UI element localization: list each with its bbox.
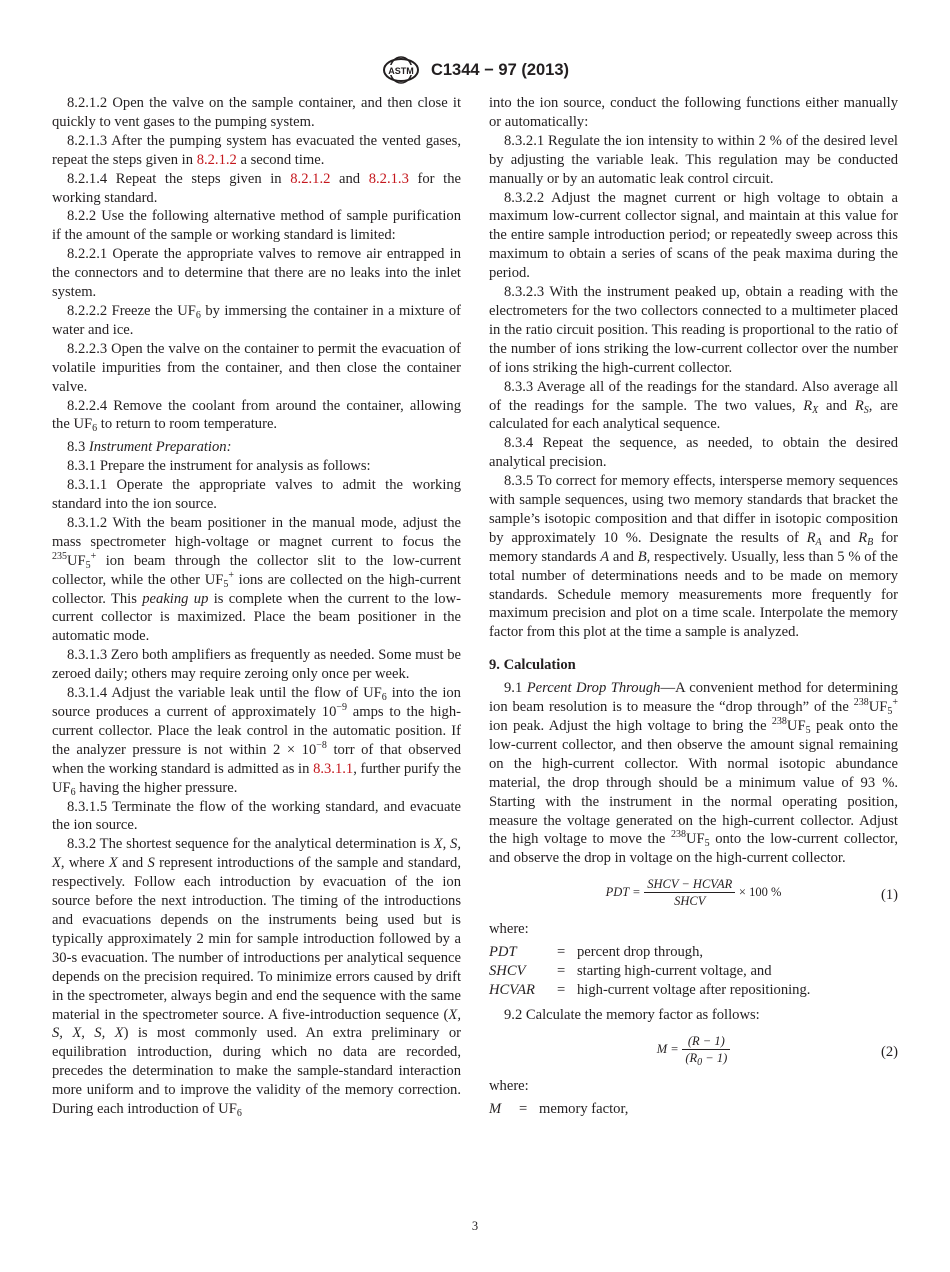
para-8-3-1-4: 8.3.1.4 Adjust the variable leak until the flow of $UF_6$ into the ion source produces a current of approximately $10^{-9}$ amps to the high-current collector. Place the leak control in the automatic position. If the analyzer pressure is not within $2 \times 10^{-8}$ torr of that observed when the working standard is admitted as in 8.3.1.1, further purify the $UF_6$ having the higher pressure. bbox=[52, 685, 462, 798]
eq2-lhs: M = bbox=[656, 1041, 679, 1056]
para-8-3-1-1: 8.3.1.1 Operate the appropriate valves to admit the working standard into the ion source. bbox=[52, 477, 461, 513]
where-label: where: bbox=[489, 1077, 529, 1094]
page-number: 3 bbox=[471, 1219, 479, 1233]
para-8-2-2-1: 8.2.2.1 Operate the appropriate valves to remove air entrapped in the connectors and to determine that there are no leaks into the inlet system. bbox=[52, 246, 461, 301]
para-8-3-5: 8.3.5 To correct for memory effects, intersperse memory sequences with sample sequences, using two memory standards that bracket the sample’s isotopic composition and that differ in isotopic composition by approximately 10 %. Designate the results of $R_A$ and $R_B$ for memory standards A and B, respectively. Usually, less than 5 % of the total number of determinations needs and to be made on memory standards. Schedule memory measurements more frequently for maximum precision and plot on a time scale. Interpolate the memory factor from this plot at the time a sample is analyzed. bbox=[489, 473, 898, 641]
para-8-3-1-2: 8.3.1.2 With the beam positioner in the manual mode, adjust the mass spectrometer high-voltage or magnet current to focus the $^{235}UF_5^+$ ion beam through the collector slit to the low-current collector, while the other $UF_5^+$ ions are collected on the high-current collector. This peaking up is complete when the current to the low-current collector is maximized. Place the beam positioner in the automatic mode. bbox=[52, 514, 461, 645]
equation-1 bbox=[489, 876, 898, 914]
eq1-lhs: PDT = bbox=[605, 885, 641, 900]
para-8-3-2-2: 8.3.2.2 Adjust the magnet current or high voltage to obtain a maximum low-current collector signal, and maintain at this value for the entire sample introduction period; or repeatedly sweep across this maximum to obtain a series of scans of the peak maxima during the period. bbox=[489, 189, 898, 282]
where-label: where: bbox=[489, 921, 529, 938]
para-9-2: 9.2 Calculate the memory factor as follows: bbox=[504, 1006, 760, 1023]
heading-8-3: 8.3 Instrument Preparation: bbox=[67, 439, 232, 456]
para-8-3-2: 8.3.2 The shortest sequence for the analytical determination is X, S, X, where X and S represent introductions of the sample and standard, respectively. Follow each introduction by evacuation of the ion source before the next introduction. The timing of the introductions and evacuations depends on the instruments being used but is typically approximately 2 min for sample introduction followed by a 30-s evacuation. The number of introductions per analytical sequence depends on the precision required. To minimize errors caused by drift in the spectrometer, always begin and end the sequence with the same material in the spectrometer source. A five-introduction sequence (X, S, X, S, X) is most commonly used. An extra preliminary or equilibration introduction, during which no data are recorded, precedes the determination to make the sample-standard interaction more uniform and to improve the validity of the memory correction. During each introduction of $UF_6$ bbox=[52, 836, 462, 1120]
link-8-2-1-2[interactable]: 8.2.1.2 bbox=[290, 170, 331, 187]
eq2-fraction bbox=[682, 1033, 730, 1066]
def-symbol: HCVAR bbox=[489, 981, 535, 998]
link-8-3-1-1[interactable]: 8.3.1.1 bbox=[313, 760, 354, 777]
para-8-2-1-4: 8.2.1.4 Repeat the steps given in 8.2.1.2 and 8.2.1.3 for the working standard. bbox=[52, 170, 461, 206]
left-column bbox=[52, 94, 461, 1119]
para-8-3-3: 8.3.3 Average all of the readings for the standard. Also average all of the readings for the sample. The two values, $R_X$ and $R_S$, are calculated for each analytical sequence. bbox=[489, 378, 898, 433]
para-8-2-1-2: 8.2.1.2 Open the valve on the sample container, and then close it quickly to vent gases to the pumping system. bbox=[52, 95, 461, 130]
document-id: C1344 − 97 (2013) bbox=[430, 60, 570, 79]
para-8-2-2: 8.2.2 Use the following alternative method of sample purification if the amount of the sample or working standard is limited: bbox=[52, 208, 461, 244]
para-8-2-2-2: 8.2.2.2 Freeze the $UF_6$ by immersing the container in a mixture of water and ice. bbox=[52, 302, 462, 338]
eq2-numerator: (R − 1) bbox=[682, 1033, 730, 1050]
def-symbol: SHCV bbox=[489, 963, 526, 980]
eq1-fraction bbox=[644, 876, 735, 909]
section-heading-9: 9. Calculation bbox=[489, 657, 576, 674]
eq1-rhs: × 100 % bbox=[738, 885, 782, 900]
para-8-3-2-1: 8.3.2.1 Regulate the ion intensity to within 2 % of the desired level by adjusting the variable leak. This regulation may be conducted manually or by an automatic leak control circuit. bbox=[489, 132, 898, 187]
definition-row: M = memory factor, bbox=[489, 1100, 898, 1119]
def-text: starting high-current voltage, and bbox=[577, 963, 772, 980]
right-column bbox=[489, 94, 898, 1119]
definition-row: HCVAR = high-current voltage after repositioning. bbox=[489, 981, 898, 1000]
eq1-denominator: SHCV bbox=[674, 894, 706, 909]
link-8-2-1-2[interactable]: 8.2.1.2 bbox=[196, 151, 237, 168]
astm-logo-icon bbox=[381, 56, 421, 84]
eq2-denominator: $(R_0 - 1)$ bbox=[685, 1050, 728, 1068]
para-8-3-1-5: 8.3.1.5 Terminate the flow of the working standard, and evacuate the ion source. bbox=[52, 798, 461, 834]
link-8-2-1-3[interactable]: 8.2.1.3 bbox=[368, 170, 409, 187]
para-8-3-2-3: 8.3.2.3 With the instrument peaked up, obtain a reading with the electrometers for the two collectors connected to a multimeter placed in the ratio circuit position. This reading is proportional to the ratio of the number of ions striking the low-current collector over the number of ions striking the high-current collector. bbox=[489, 284, 898, 376]
para-8-3-4: 8.3.4 Repeat the sequence, as needed, to obtain the desired analytical precision. bbox=[489, 435, 898, 471]
para-8-2-2-3: 8.2.2.3 Open the valve on the container to permit the evacuation of volatile impurities from the container, and then close the container valve. bbox=[52, 340, 461, 395]
def-text: percent drop through, bbox=[577, 944, 704, 961]
para-8-3-1-3: 8.3.1.3 Zero both amplifiers as frequently as needed. Some must be zeroed daily; others may require zeroing only once per week. bbox=[52, 647, 461, 683]
def-text: memory factor, bbox=[539, 1100, 629, 1117]
para-continued: into the ion source, conduct the following functions either manually or automatically: bbox=[489, 95, 898, 130]
eq1-numerator: SHCV − HCVAR bbox=[644, 876, 735, 893]
para-8-2-1-3: 8.2.1.3 After the pumping system has evacuated the vented gases, repeat the steps given in 8.2.1.2 a second time. bbox=[52, 132, 461, 168]
eq1-number: (1) bbox=[880, 887, 898, 904]
definition-row: SHCV = starting high-current voltage, and bbox=[489, 962, 898, 981]
para-8-3-1: 8.3.1 Prepare the instrument for analysis as follows: bbox=[67, 458, 371, 475]
definition-list-2 bbox=[489, 1100, 898, 1119]
def-text: high-current voltage after repositioning. bbox=[577, 981, 811, 998]
def-symbol: PDT bbox=[489, 944, 517, 961]
svg-text:ASTM: ASTM bbox=[388, 66, 414, 76]
eq2-number: (2) bbox=[880, 1043, 898, 1060]
def-symbol: M bbox=[489, 1100, 502, 1117]
definition-list-1 bbox=[489, 943, 898, 1000]
para-9-1: 9.1 Percent Drop Through—A convenient method for determining ion beam resolution is to measure the “drop through” of the $^{238}UF_5^+$ ion peak. Adjust the high voltage to bring the $^{238}UF_5$ peak onto the low-current collector, and then observe the amount signal remaining on the high-current collector. With normal isotopic abundance material, the drop through should be a minimum value of 93 %. Starting with the instrument in the normal operating position, measure the voltage generated on the high-current collector. Adjust the high voltage to move the $^{238}UF_5$ onto the low-current collector, and observe the drop in voltage on the high-current collector. bbox=[489, 680, 898, 867]
definition-row: PDT = percent drop through, bbox=[489, 943, 898, 962]
para-8-2-2-4: 8.2.2.4 Remove the coolant from around the container, allowing the $UF_6$ to return to room temperature. bbox=[52, 397, 461, 435]
equation-2 bbox=[489, 1033, 898, 1071]
page-header bbox=[0, 56, 950, 84]
